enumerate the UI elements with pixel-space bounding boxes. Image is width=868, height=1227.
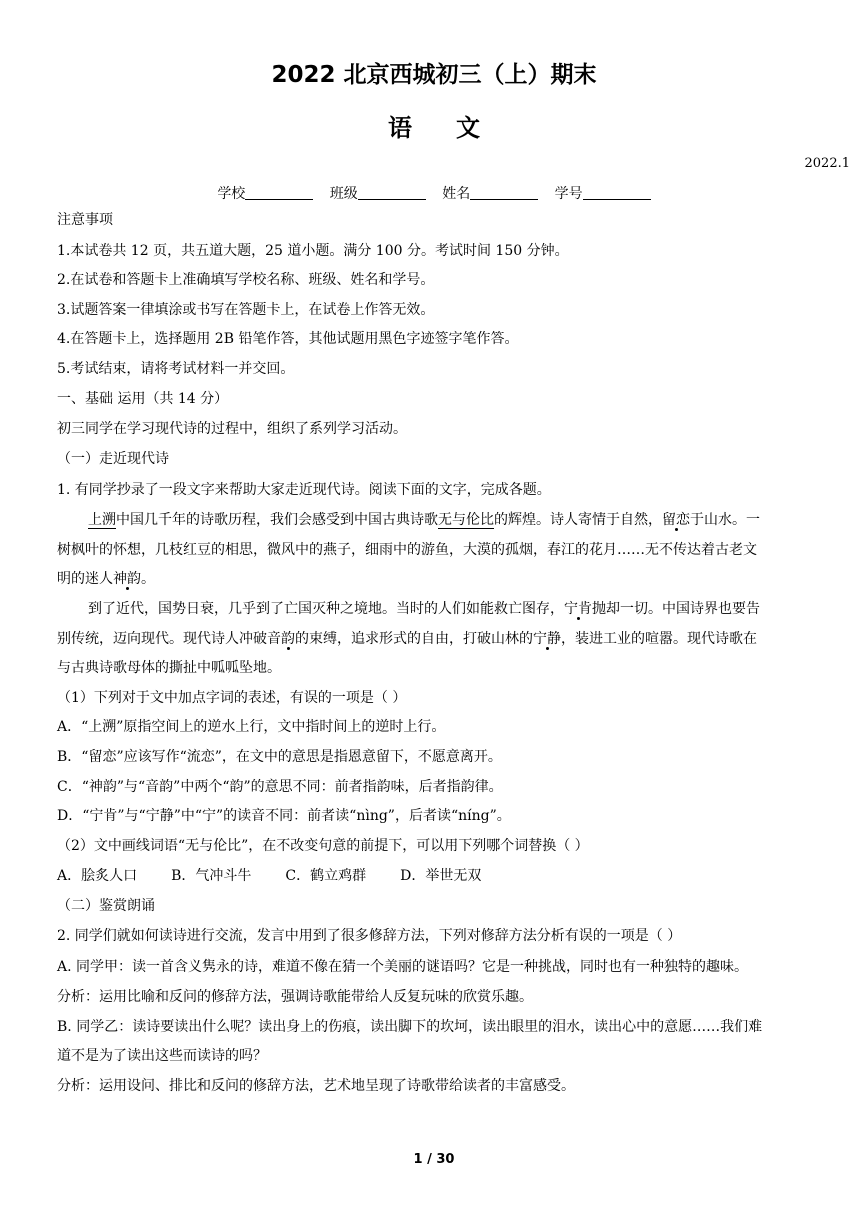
student-info-fields	[0, 183, 868, 203]
dotted-word: 韵	[281, 631, 295, 647]
notice-heading: 注意事项	[57, 212, 113, 228]
notice-item: 2.在试卷和答题卡上准确填写学校名称、班级、姓名和学号。	[57, 272, 435, 288]
question-stem: 2. 同学们就如何读诗进行交流，发言中用到了很多修辞方法，下列对修辞方法分析有误的一项是（ ）	[57, 928, 682, 944]
option-b-continued: 道不是为了读出这些而读诗的吗？	[57, 1048, 267, 1064]
option-b: B. 同学乙：读诗要读出什么呢？读出身上的伤痕，读出脚下的坎坷，读出眼里的泪水，读出心中的意愿……我们难	[57, 1019, 763, 1035]
analysis-text: 分析：运用设问、排比和反问的修辞方法，艺术地呈现了诗歌带给读者的丰富感受。	[57, 1078, 575, 1094]
passage-line: 上溯中国几千年的诗歌历程，我们会感受到中国古典诗歌无与伦比的辉煌。诗人寄情于自然，留恋于山水。一	[88, 512, 760, 528]
blank-line	[583, 185, 651, 200]
blank-line	[358, 185, 426, 200]
notice-item: 1.本试卷共 12 页，共五道大题，25 道小题。满分 100 分。考试时间 150 分钟。	[57, 243, 569, 259]
underlined-word: 上溯	[88, 512, 116, 528]
option-a: A. 同学甲：读一首含义隽永的诗，难道不像在猜一个美丽的谜语吗？它是一种挑战，同时也有一种独特的趣味。	[57, 959, 749, 975]
exam-title: 2022 北京西城初三（上）期末	[271, 62, 597, 88]
option-c: C．鹤立鸡群	[285, 868, 367, 884]
option-row	[57, 866, 825, 886]
dotted-word: 留恋	[662, 512, 690, 528]
question-stem: （1）下列对于文中加点字词的表述，有误的一项是（ ）	[57, 690, 407, 706]
option-b: B．气冲斗牛	[171, 868, 252, 884]
blank-line	[245, 185, 313, 200]
part-heading: （一）走近现代诗	[57, 451, 169, 467]
exam-date: 2022.1	[804, 156, 850, 171]
underlined-word: 无与伦比	[438, 512, 494, 528]
field-name: 姓名	[442, 186, 538, 202]
subject-title: 语文	[388, 114, 524, 142]
passage-line: 树枫叶的怀想，几枝红豆的相思，微风中的燕子，细雨中的游鱼，大漠的孤烟，春江的花月……无不传达着古老文	[57, 542, 757, 558]
blank-line	[470, 185, 538, 200]
option-b: B．“留恋”应该写作“流恋”，在文中的意思是指恩意留下，不愿意离开。	[57, 749, 502, 765]
notice-item: 5.考试结束，请将考试材料一并交回。	[57, 361, 295, 377]
option-a: A．脍炙人口	[57, 868, 138, 884]
passage-line: 别传统，迈向现代。现代诗人冲破音韵的束缚，追求形式的自由，打破山林的宁静，装进工业的喧嚣。现代诗歌在	[57, 631, 757, 647]
option-a: A．“上溯”原指空间上的逆水上行，文中指时间上的逆时上行。	[57, 719, 446, 735]
section-intro: 初三同学在学习现代诗的过程中，组织了系列学习活动。	[57, 421, 407, 437]
field-class: 班级	[330, 186, 426, 202]
analysis-text: 分析：运用比喻和反问的修辞方法，强调诗歌能带给人反复玩味的欣赏乐趣。	[57, 989, 533, 1005]
option-c: C．“神韵”与“音韵”中两个“韵”的意思不同：前者指韵味，后者指韵律。	[57, 779, 503, 795]
dotted-word: 宁静	[533, 631, 561, 647]
notice-item: 3.试题答案一律填涂或书写在答题卡上，在试卷上作答无效。	[57, 302, 435, 318]
notice-item: 4.在答题卡上，选择题用 2B 铅笔作答，其他试题用黑色字迹签字笔作答。	[57, 331, 519, 347]
option-d: D．“宁肯”与“宁静”中“宁”的读音不同：前者读“nìng”，后者读“níng”。	[57, 808, 511, 824]
passage-line: 到了近代，国势日衰，几乎到了亡国灭种之境地。当时的人们如能救亡图存，宁肯抛却一切。中国诗界也要告	[88, 601, 760, 617]
field-school: 学校	[217, 186, 313, 202]
passage-line: 与古典诗歌母体的撕扯中呱呱坠地。	[57, 660, 281, 676]
option-d: D．举世无双	[400, 868, 482, 884]
field-student-id: 学号	[555, 186, 651, 202]
page-number: 1 / 30	[413, 1152, 455, 1167]
section-heading: 一、基础 运用（共 14 分）	[57, 391, 229, 407]
question-stem: （2）文中画线词语“无与伦比”，在不改变句意的前提下，可以用下列哪个词替换（ ）	[57, 838, 589, 854]
dotted-word: 宁肯	[564, 601, 592, 617]
dotted-word: 神韵	[113, 571, 141, 587]
passage-line: 明的迷人神韵。	[57, 571, 155, 587]
question-stem: 1. 有同学抄录了一段文字来帮助大家走近现代诗。阅读下面的文字，完成各题。	[57, 482, 551, 498]
part-heading: （二）鉴赏朗诵	[57, 898, 155, 914]
